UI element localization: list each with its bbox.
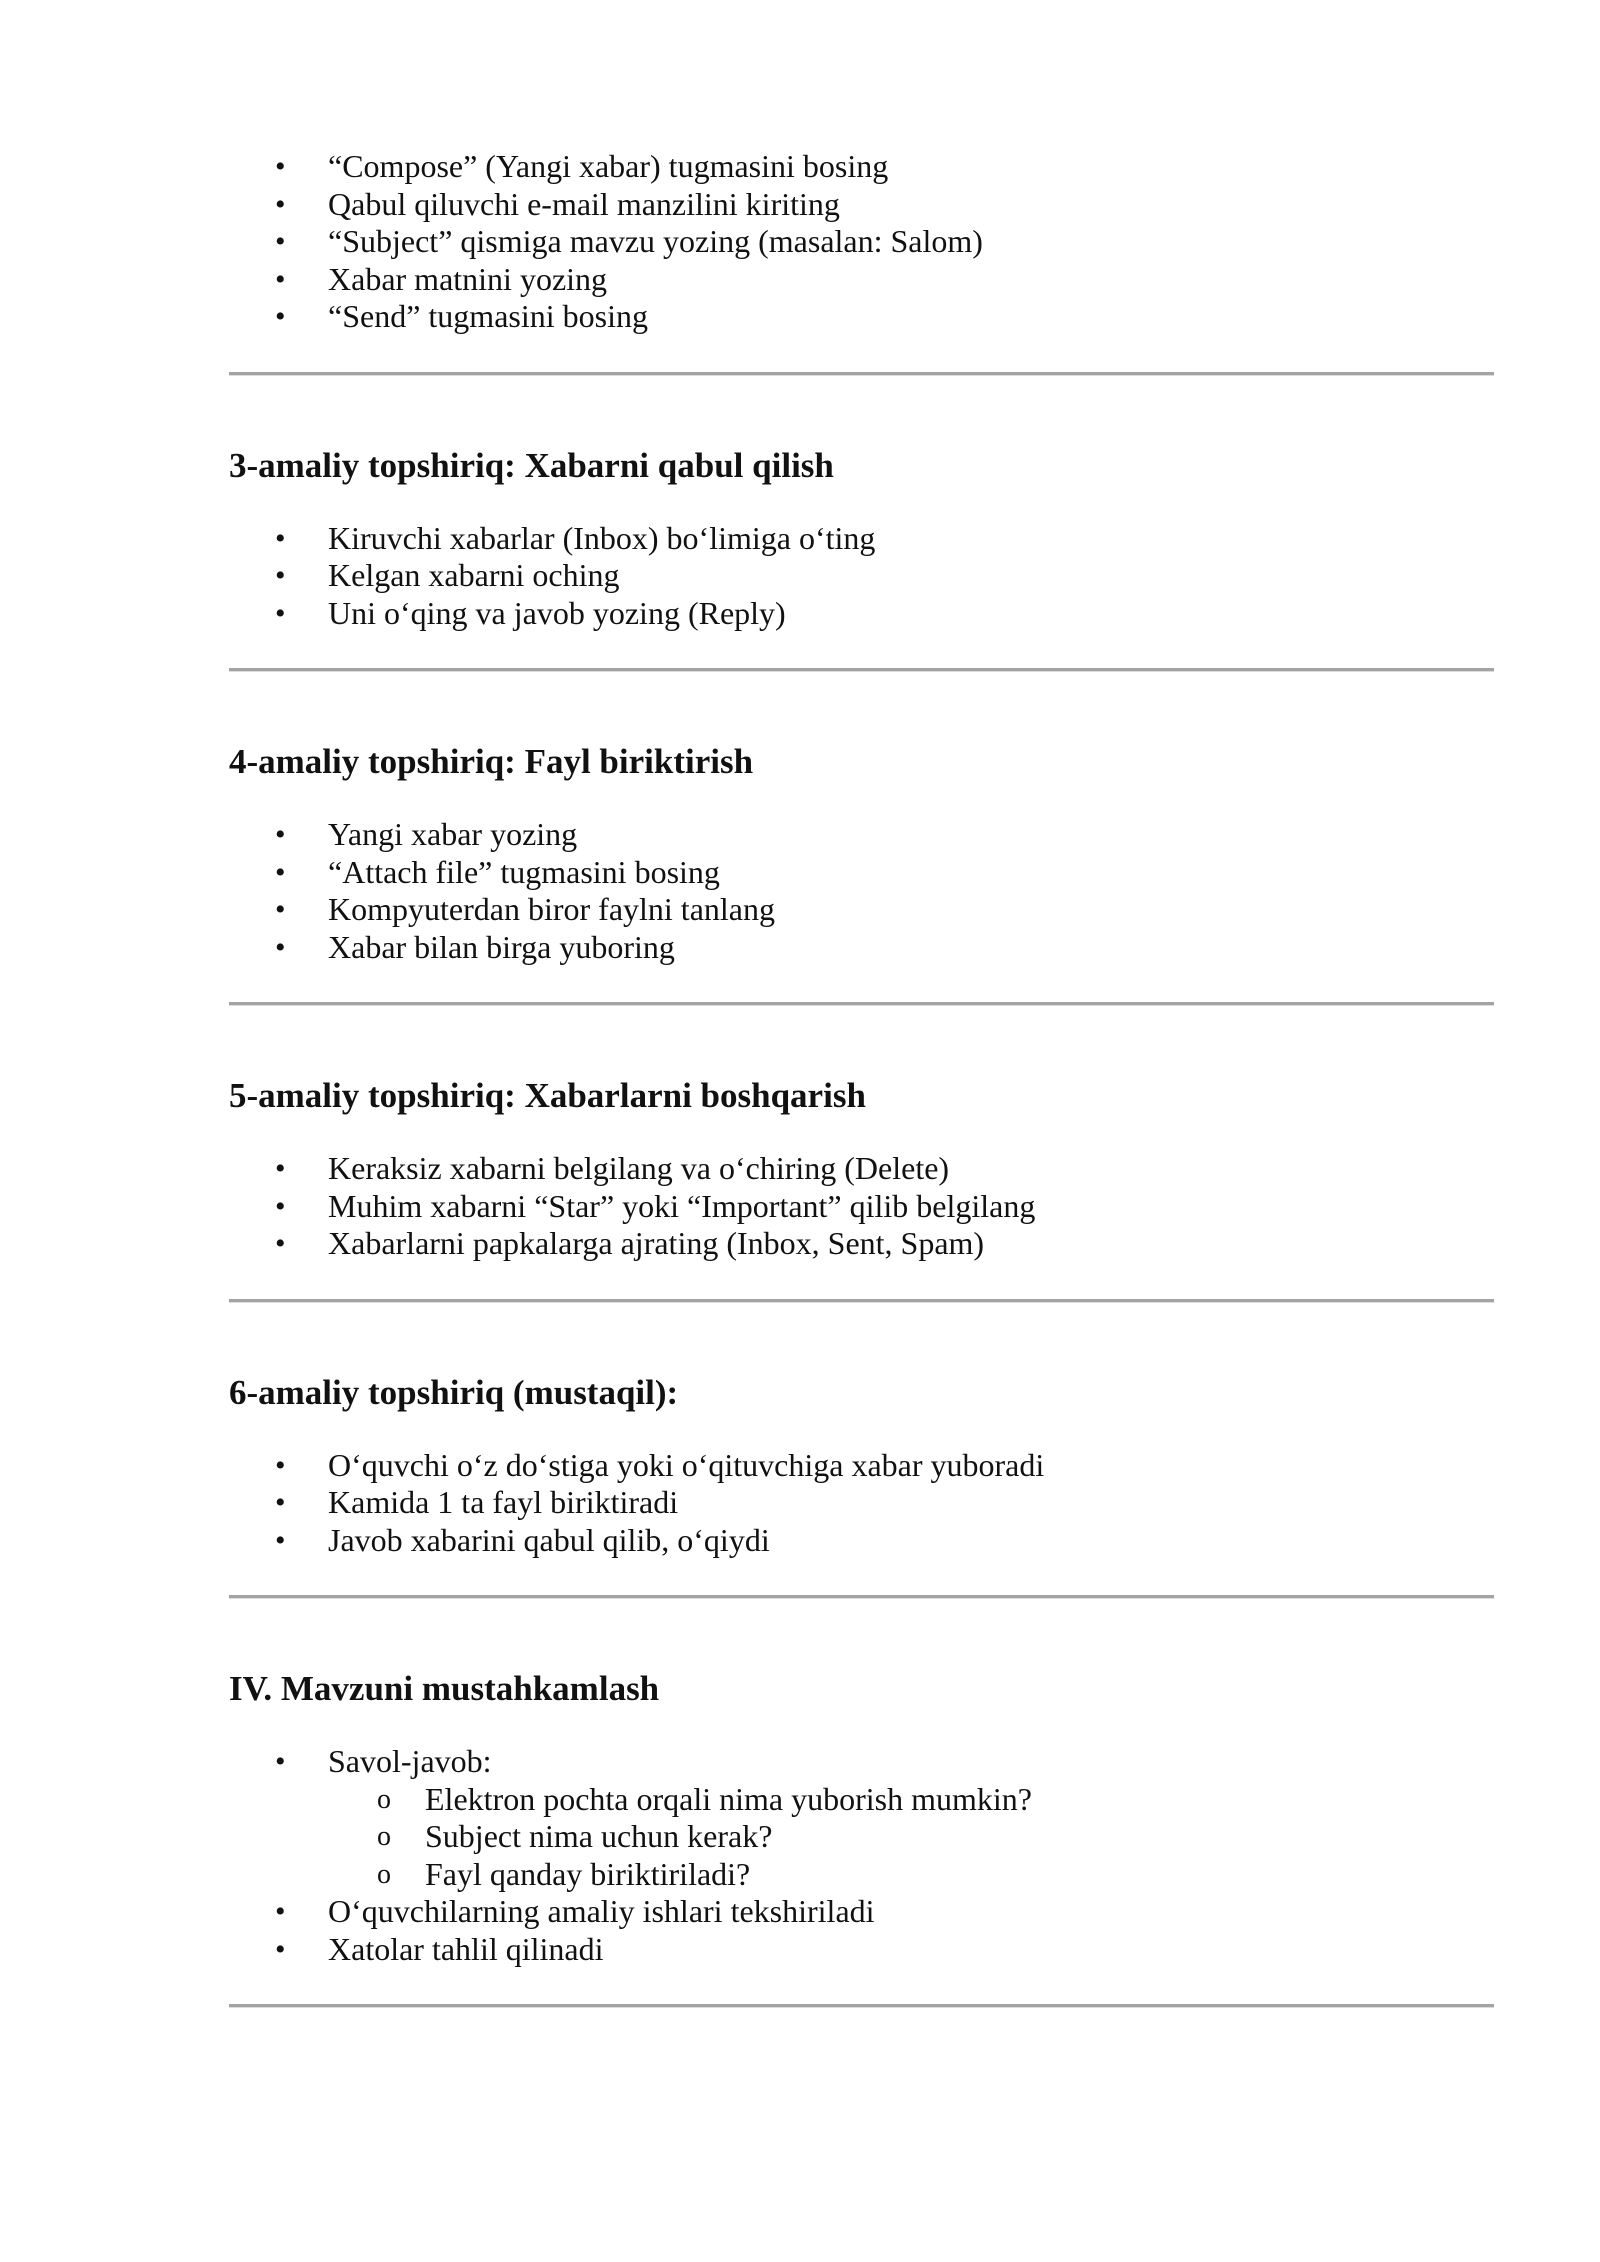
bullet-icon: • [275, 855, 286, 889]
list-item-text: O‘quvchilarning amaliy ishlari tekshiriladi [328, 1893, 875, 1929]
bullet-icon: • [275, 1932, 286, 1966]
bullet-icon: • [275, 559, 286, 592]
list-item-text: Uni o‘qing va javob yozing (Reply) [328, 594, 786, 631]
horizontal-rule [229, 2004, 1494, 2008]
document-page [229, 148, 1494, 2008]
list-item [229, 1188, 1494, 1226]
list-item [229, 1150, 1494, 1188]
section-list [229, 816, 1494, 966]
section-heading: 5-amaliy topshiriq: Xabarlarni boshqarish [229, 1076, 866, 1115]
list-item-text: Xabar bilan birga yuboring [328, 928, 675, 965]
bullet-icon: • [275, 596, 286, 630]
sub-list-item [328, 1818, 1494, 1856]
list-item-text: “Attach file” tugmasini bosing [328, 853, 720, 890]
bullet-icon: • [275, 262, 286, 296]
bullet-icon: • [275, 300, 286, 333]
list-item-text: Keraksiz xabarni belgilang va o‘chiring (Delete) [328, 1150, 950, 1186]
bullet-icon: • [275, 818, 286, 851]
section-list [229, 1447, 1494, 1560]
list-item [229, 1893, 1494, 1931]
list-item-text: Xabar matnini yozing [328, 260, 608, 297]
list-item-text: Xatolar tahlil qilinadi [328, 1930, 604, 1967]
list-item-text: Muhim xabarni “Star” yoki “Important” qilib belgilang [328, 1187, 1036, 1224]
list-item [229, 557, 1494, 595]
section-list [229, 1743, 1494, 1968]
list-item [229, 148, 1494, 186]
list-item [229, 1743, 1494, 1893]
list-item-text: Savol-javob: [328, 1743, 492, 1779]
sub-list-item-text: Elektron pochta orqali nima yuborish mumkin? [425, 1780, 1032, 1817]
sub-list-item [328, 1781, 1494, 1819]
list-item [229, 854, 1494, 892]
list-item-text: Yangi xabar yozing [328, 816, 578, 852]
bullet-icon: • [275, 1895, 286, 1928]
bullet-icon: • [275, 1486, 286, 1519]
list-item-text: Javob xabarini qabul qilib, o‘qiydi [328, 1521, 770, 1558]
bullet-icon: • [275, 521, 286, 555]
list-item-text: Kiruvchi xabarlar (Inbox) bo‘limiga o‘ting [328, 519, 876, 556]
list-item [229, 223, 1494, 261]
list-item [229, 186, 1494, 224]
section-heading: 6-amaliy topshiriq (mustaqil): [229, 1372, 679, 1412]
list-item-text: Kompyuterdan biror faylni tanlang [328, 891, 775, 927]
list-item [229, 1447, 1494, 1485]
circle-bullet-icon: o [377, 1821, 391, 1852]
bullet-icon: • [275, 150, 286, 183]
section-heading: 3-amaliy topshiriq: Xabarni qabul qilish [229, 445, 834, 485]
bullet-icon: • [275, 1448, 286, 1482]
sub-list-item-text: Fayl qanday biriktiriladi? [425, 1855, 751, 1892]
list-item [229, 261, 1494, 299]
list-item-text: Xabarlarni papkalarga ajrating (Inbox, Sent, Spam) [328, 1225, 985, 1261]
list-item [229, 298, 1494, 336]
bullet-icon: • [275, 1152, 286, 1185]
bullet-icon: • [275, 1523, 286, 1557]
bullet-icon: • [275, 930, 286, 964]
sub-list [328, 1781, 1494, 1894]
sub-list-item-text: Subject nima uchun kerak? [425, 1818, 773, 1854]
bullet-icon: • [275, 893, 286, 926]
list-item [229, 520, 1494, 558]
section-heading: 4-amaliy topshiriq: Fayl biriktirish [229, 742, 754, 781]
bullet-icon: • [275, 187, 286, 221]
section-heading: IV. Mavzuni mustahkamlash [229, 1669, 660, 1708]
bullet-icon: • [275, 1189, 286, 1223]
list-item-text: “Compose” (Yangi xabar) tugmasini bosing [328, 148, 889, 184]
list-item-text: Kelgan xabarni oching [328, 557, 620, 593]
bullet-icon: • [275, 1227, 286, 1260]
bullet-icon: • [275, 225, 286, 258]
list-item-text: Qabul qiluvchi e-mail manzilini kiriting [328, 185, 840, 222]
circle-bullet-icon: o [377, 1783, 391, 1815]
list-item-text: O‘quvchi o‘z do‘stiga yoki o‘qituvchiga xabar yuboradi [328, 1446, 1045, 1483]
section-list [229, 1150, 1494, 1263]
circle-bullet-icon: o [377, 1858, 391, 1890]
list-item-text: Kamida 1 ta fayl biriktiradi [328, 1484, 679, 1520]
section-list [229, 520, 1494, 633]
list-item [229, 1484, 1494, 1522]
list-item [229, 595, 1494, 633]
intro-list [229, 148, 1494, 336]
list-item [229, 891, 1494, 929]
list-item [229, 929, 1494, 967]
list-item [229, 1522, 1494, 1560]
list-item [229, 1225, 1494, 1263]
list-item [229, 816, 1494, 854]
list-item-text: “Send” tugmasini bosing [328, 298, 648, 334]
list-item [229, 1931, 1494, 1969]
sub-list-item [328, 1856, 1494, 1894]
bullet-icon: • [275, 1745, 286, 1778]
list-item-text: “Subject” qismiga mavzu yozing (masalan: Salom) [328, 223, 983, 259]
